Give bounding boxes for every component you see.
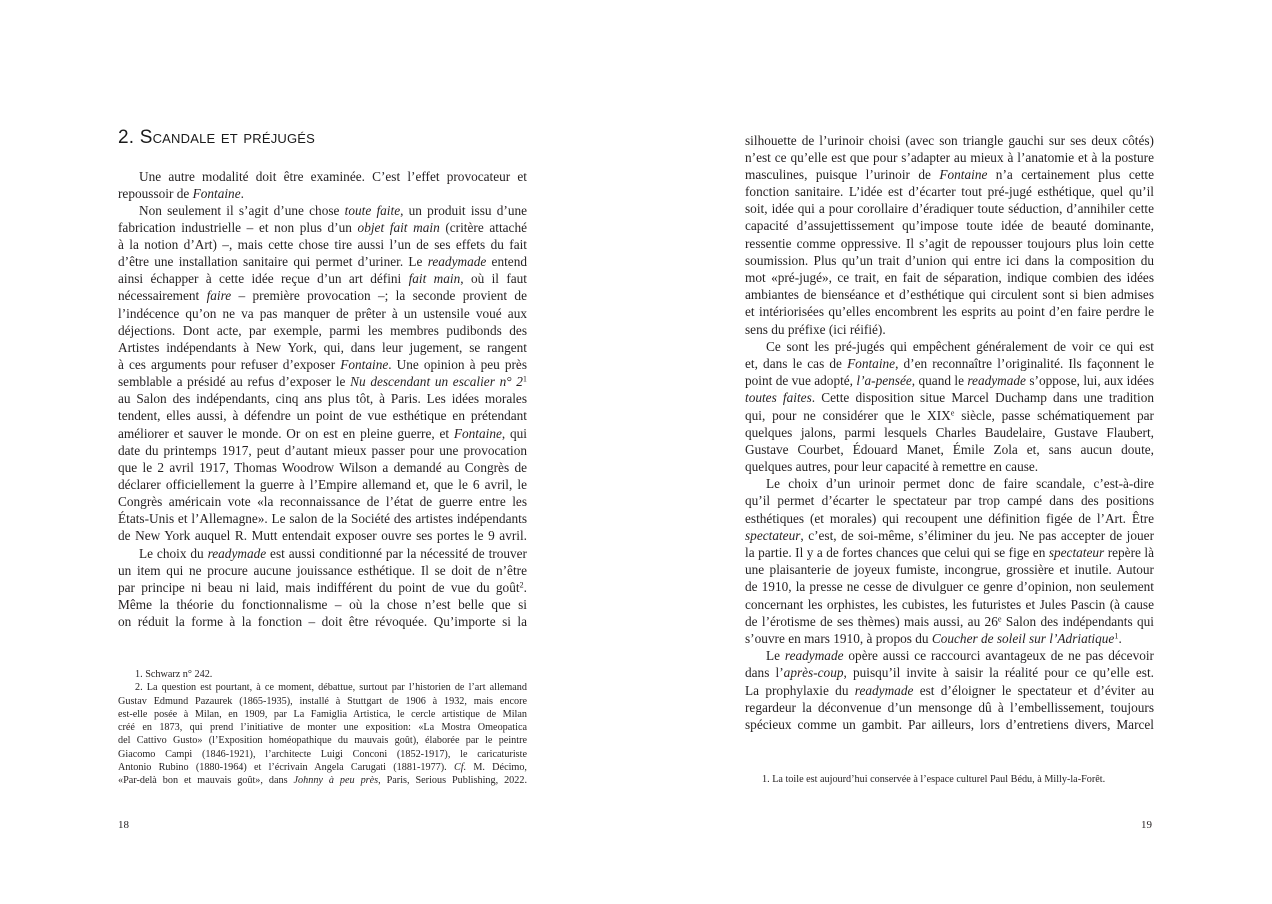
text-line [745, 596, 1154, 613]
text-run: , d’en reconnaître l’originalité. Ils façonnent le [895, 355, 1154, 371]
text-run: Artistes indépendants à New York, qui, dans leur jugement, se rangent [118, 339, 527, 355]
text-line [745, 561, 1154, 578]
text-run: quelques autres, pour leur capacité à remettre en cause. [745, 459, 1039, 475]
text-line [118, 545, 527, 562]
text-line [745, 424, 1154, 441]
italic-text: Fontaine [192, 185, 241, 201]
text-line [745, 613, 1154, 630]
text-line [745, 664, 1154, 681]
italic-text: Fontaine [847, 355, 896, 371]
text-run: sens du préfixe (ici réifié). [745, 321, 886, 337]
text-run: , où il faut [460, 271, 527, 287]
text-line [118, 761, 527, 774]
text-line [118, 202, 527, 219]
text-run: Antonio Rubino (1880-1964) et l’écrivain Angela Carugati (1881-1977). [118, 761, 454, 773]
text-run: capacité d’assujettissement qu’impose toute idée de beauté dominante, [745, 218, 1154, 234]
italic-text: Johnny à peu près [293, 775, 379, 786]
text-run: silhouette de l’urinoir choisi (avec son triangle gauchi sur ses deux côtés) [745, 132, 1154, 148]
text-run: , Paris, Serious Publishing, 2022. [378, 775, 527, 786]
text-line [745, 510, 1154, 527]
text-line [745, 630, 1154, 647]
text-run: spécieux comme un gambit. Par ailleurs, lors d’entretiens divers, Marcel [745, 716, 1154, 732]
italic-text: Fontaine [340, 357, 389, 373]
text-line [118, 339, 527, 356]
text-run: améliorer et sauver le monde. Or on est en pleine guerre, et [118, 425, 454, 441]
text-run: concernant les orphistes, les cubistes, les futuristes et Jules Pascin (à cause [745, 596, 1154, 612]
text-run: est d’éloigner le spectateur et d’éviter au [913, 682, 1154, 698]
text-line [745, 458, 1154, 475]
italic-text: spectateur [1048, 545, 1105, 560]
text-line [118, 774, 527, 787]
text-line [745, 407, 1154, 424]
text-line [745, 321, 1154, 338]
text-line [745, 303, 1154, 320]
italic-text: readymade [427, 254, 487, 270]
text-run: masculines, puisque l’urinoir de [745, 166, 940, 182]
text-run: , un produit issu d’une [400, 202, 528, 218]
italic-text: faire [206, 288, 232, 304]
text-run: qui, pour ne considérer que le XIX [745, 407, 951, 423]
text-run: , qui [501, 425, 527, 441]
text-line [118, 425, 527, 442]
text-line [118, 253, 527, 270]
text-run: del Cattivo Gusto» (l’Exposition homéopathique du mauvais goût), élaborée par le peintre [118, 735, 527, 747]
text-run: date du printemps 1917, peut d’autant mieux passer pour une provocation [118, 442, 527, 458]
text-line [745, 544, 1154, 561]
text-run: Congrès américain vote «la reconnaissance de l’état de guerre entre les [118, 494, 527, 510]
text-line [745, 492, 1154, 509]
text-run: Salon des indépendants qui [1001, 613, 1154, 629]
text-line [118, 407, 527, 424]
italic-text: readymade [854, 682, 914, 698]
text-run: repoussoir de [118, 185, 193, 201]
text-line [118, 510, 527, 527]
text-line [118, 476, 527, 493]
text-run: s’ouvre en mars 1910, à propos du [745, 630, 932, 646]
text-line [118, 721, 527, 734]
text-line [745, 252, 1154, 269]
text-run: soumission. Plus qu’un trait d’union qui entre ici dans la composition du [745, 252, 1154, 268]
text-run: tendent, elles aussi, à défendre un point de vue esthétique en prétendant [118, 408, 527, 424]
text-run: esthétiques (et morales) qui recoupent une définition figée de l’Art. Être [745, 510, 1154, 526]
text-line [118, 562, 527, 579]
superscript: e [997, 614, 1002, 624]
text-run: n’est ce qu’elle est que pour s’adapter au mieux à l’anatomie et à la posture [745, 149, 1154, 165]
text-line [118, 613, 527, 630]
text-run: s’oppose, lui, aux idées [1025, 373, 1154, 389]
text-run: de l’érotisme de ses thèmes) mais aussi, au 26 [745, 613, 998, 629]
text-line [745, 269, 1154, 286]
superscript: e [950, 407, 955, 417]
text-line [118, 442, 527, 459]
text-run: Giacomo Campi (1846-1921), l’architecte Luigi Conconi (1852-1917), le caricaturiste [118, 748, 527, 760]
text-run: nécessairement [118, 288, 207, 304]
text-line [745, 372, 1154, 389]
text-line [118, 270, 527, 287]
text-line [745, 647, 1154, 664]
text-line [118, 356, 527, 373]
text-run: déclarer officiellement la guerre à l’Empire allemand et, que le 6 avril, le [118, 477, 527, 493]
text-line [745, 441, 1154, 458]
text-line [745, 200, 1154, 217]
text-run: n’a certainement plus cette [987, 166, 1154, 182]
text-line [745, 235, 1154, 252]
text-run: que le 2 avril 1917, Thomas Woodrow Wilson a demandé au Congrès de [118, 459, 527, 475]
text-line [745, 355, 1154, 372]
text-run: est aussi conditionné par la nécessité de trouver [266, 545, 527, 561]
text-line [745, 338, 1154, 355]
text-run: qu’il permet d’écarter le spectateur par trop campé dans des positions [745, 493, 1154, 509]
italic-text: Fontaine [939, 166, 988, 182]
text-run: . Cette disposition situe Marcel Duchamp dans une tradition [811, 390, 1154, 406]
text-run: ambiantes de bienséance et d’esthétique qui circulent sont si bien admises [745, 287, 1154, 303]
page-number-right: 19 [1141, 819, 1152, 831]
text-run: quelques jalons, parmi lesquels Charles Baudelaire, Gustave Flaubert, [745, 424, 1154, 440]
text-run: et intériorisées qu’elles encombrent les esprits au point d’en faire perdre le [745, 304, 1154, 320]
text-line [118, 185, 527, 202]
text-run: Le [766, 648, 785, 664]
text-run: Le choix du [139, 545, 208, 561]
italic-text: fait main [408, 271, 461, 287]
text-run: l’indécence qu’on ne va pas manquer de prêter à un ustensile voué aux [118, 305, 527, 321]
text-line [118, 668, 527, 681]
text-line [118, 734, 527, 747]
text-run: siècle, passe schématiquement par [954, 407, 1154, 423]
text-line [745, 286, 1154, 303]
text-run: . Une opinion à peu près [388, 357, 528, 373]
text-line [745, 682, 1154, 699]
right-body-text [745, 132, 1154, 734]
italic-text: spectateur [745, 527, 801, 543]
italic-text: objet fait main [357, 219, 440, 235]
text-line [745, 773, 1154, 786]
text-line [118, 219, 527, 236]
text-line [118, 527, 527, 544]
text-run: et, dans le cas de [745, 355, 848, 371]
right-page [636, 0, 1272, 904]
text-run: Même la théorie du fonctionnalisme – où la chose n’est belle que si [118, 597, 527, 613]
text-run: , puisqu’il invite à saisir la réalité pour ce qu’elle est. [843, 665, 1154, 681]
text-run: ainsi échapper à cette idée reçue d’un art défini [118, 271, 409, 287]
text-run: créé en 1873, qui prend l’initiative de monter une exposition: «La Mostra Omeopatica [118, 722, 527, 733]
text-line [118, 579, 527, 596]
text-run: par principe ni beau ni laid, mais indifférent du point de vue du goût [118, 579, 520, 595]
text-run: La prophylaxie du [745, 682, 855, 698]
text-run: fabrication industrielle – et non plus d’un [118, 219, 358, 235]
text-run: 2. La question est pourtant, à ce moment, débattue, surtout par l’historien de l’art allemand [135, 682, 527, 694]
text-run: opère aussi ce raccourci avantageux de ne pas décevoir [843, 648, 1154, 664]
text-run: déjections. Dont acte, par exemple, parmi les membres pudibonds des [118, 322, 527, 338]
italic-text: après-coup [783, 665, 844, 681]
text-line [745, 132, 1154, 149]
text-line [118, 748, 527, 761]
text-line [118, 305, 527, 322]
text-run: (critère attaché [439, 219, 527, 235]
text-line [118, 390, 527, 407]
text-run: de New York auquel R. Mutt entendait exposer ouvre ses portes le 9 avril. [118, 528, 527, 544]
text-run: Ce sont les pré-jugés qui empêchent généralement de voir ce qui est [766, 338, 1154, 354]
text-run: une plaisanterie de joyeux fumiste, incongrue, grossière et inutile. Autour [745, 562, 1154, 578]
text-line [745, 166, 1154, 183]
section-heading: 2. Scandale et préjugés [118, 127, 316, 148]
text-run: . [523, 579, 527, 595]
text-run: , c’est, de soi-même, s’éliminer du jeu. Ne pas accepter de jouer [800, 527, 1154, 543]
text-line [745, 149, 1154, 166]
text-line [745, 699, 1154, 716]
italic-text: Coucher de soleil sur l’Adriatique [931, 630, 1115, 646]
text-run: d’être une installation sanitaire qui permet d’uriner. Le [118, 254, 428, 270]
italic-text: readymade [967, 373, 1026, 389]
right-footnotes [745, 773, 1154, 786]
text-run: fonction sanitaire. L’idée est d’écarter tout pré-jugé esthétique, quel qu’il [745, 184, 1154, 200]
left-body-text [118, 168, 527, 631]
italic-text: readymade [207, 545, 267, 561]
page-number-left: 18 [118, 819, 129, 831]
text-line [118, 287, 527, 304]
text-line [118, 493, 527, 510]
italic-text: toutes faites [745, 390, 812, 406]
italic-text: Fontaine [453, 425, 502, 441]
text-run: 1. La toile est aujourd’hui conservée à l’espace culturel Paul Bédu, à Milly-la-Forêt. [762, 774, 1106, 785]
text-run: , quand le [911, 373, 968, 389]
text-run: 1. Schwarz n° 242. [135, 669, 213, 680]
text-line [118, 373, 527, 390]
text-run: la partie. Il y a de fortes chances que celui qui se fige en [745, 545, 1049, 560]
text-run: est-elle posée à Milan, en 1909, par La Famiglia Artistica, le cercle artistique de Milan [118, 708, 527, 720]
italic-text: Nu descendant un escalier n° 2 [350, 374, 523, 390]
text-run: repère là [1104, 545, 1154, 560]
text-run: de 1910, la presse ne cesse de divulguer ce genre d’opinion, non seulement [745, 579, 1154, 595]
text-line [118, 236, 527, 253]
text-line [118, 695, 527, 708]
text-line [118, 459, 527, 476]
text-run: soit, idée qui a pour corollaire d’éradiquer toute séduction, d’annihiler cette [745, 201, 1154, 217]
text-line [745, 389, 1154, 406]
text-run: semblable a présidé au refus d’exposer le [118, 374, 351, 390]
text-run: regardeur la déconvenue d’un mensonge dû à l’embellissement, toujours [745, 699, 1154, 715]
text-run: point de vue adopté, [745, 373, 857, 389]
text-run: «Par-delà bon et mauvais goût», dans [118, 775, 294, 786]
text-run: au Salon des indépendants, cinq ans plus tôt, à Paris. Les idées morales [118, 391, 527, 407]
text-run: – première provocation –; la seconde provient de [231, 288, 527, 304]
text-run: on réduit la forme à la fonction – doit être révoquée. Qu’importe si la [118, 614, 527, 630]
text-run: entend [486, 254, 527, 270]
text-run: à la notion d’Art) –, mais cette chose tire aussi l’un de ses effets du fait [118, 237, 527, 253]
text-line [745, 527, 1154, 544]
text-run: . [1118, 630, 1122, 646]
text-line [745, 183, 1154, 200]
italic-text: Cf. [453, 761, 467, 773]
text-run: États-Unis et l’Allemagne». Le salon de la Société des artistes indépendants [118, 511, 527, 527]
text-line [745, 475, 1154, 492]
superscript: 1 [522, 374, 527, 384]
text-run: un item qui ne procure aucune jouissance esthétique. Il se doit de n’être [118, 562, 527, 578]
italic-text: readymade [784, 648, 844, 664]
text-run: Une autre modalité doit être examinée. C’est l’effet provocateur et [139, 168, 527, 184]
text-run: Non seulement il s’agit d’une chose [139, 202, 345, 218]
text-run: Gustav Edmund Pazaurek (1865-1935), installé à Stuttgart de 1906 à 1932, mais encore [118, 695, 527, 707]
text-line [745, 217, 1154, 234]
text-run: Le choix d’un urinoir permet donc de faire scandale, c’est-à-dire [766, 476, 1154, 492]
text-run: ressentie comme oppressive. Il s’agit de repousser toujours plus loin cette [745, 235, 1154, 251]
text-line [118, 681, 527, 694]
text-line [118, 708, 527, 721]
superscript: 2 [519, 580, 524, 590]
text-run: mot «pré-jugé», ce trait, en fait de séparation, indique combien des idées [745, 270, 1154, 285]
text-line [118, 168, 527, 185]
text-run: dans l’ [745, 665, 784, 681]
text-run: Gustave Courbet, Édouard Manet, Émile Zola et, sans aucun doute, [745, 441, 1154, 457]
text-line [118, 322, 527, 339]
superscript: 1 [1114, 631, 1119, 641]
italic-text: toute faite [344, 202, 401, 218]
text-line [745, 578, 1154, 595]
text-line [118, 596, 527, 613]
text-run: . [240, 185, 244, 201]
text-run: M. Décimo, [466, 761, 527, 773]
left-footnotes [118, 668, 527, 787]
text-run: à ces arguments pour refuser d’exposer [118, 357, 341, 373]
italic-text: l’a-pensée [856, 373, 912, 389]
text-line [745, 716, 1154, 733]
